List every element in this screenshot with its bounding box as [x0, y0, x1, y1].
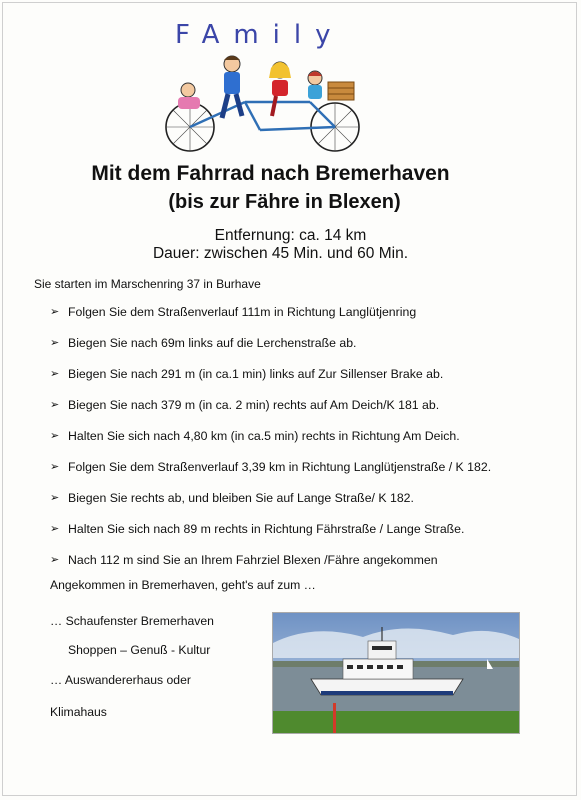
route-step-text: Halten Sie sich nach 4,80 km (in ca.5 min) rechts in Richtung Am Deich.	[68, 428, 460, 443]
family-heading: FAmily	[175, 20, 345, 50]
arrival-text: Angekommen in Bremerhaven, geht's auf zum …	[50, 578, 316, 592]
ferry-photo	[272, 612, 520, 734]
route-step	[50, 358, 491, 389]
route-step-text: Halten Sie sich nach 89 m rechts in Richtung Fährstraße / Lange Straße.	[68, 521, 465, 536]
route-step-text: Folgen Sie dem Straßenverlauf 3,39 km in Richtung Langlütjenstraße / K 182.	[68, 459, 492, 474]
arrow-bullet-icon: ➢	[50, 554, 60, 566]
route-step	[50, 296, 491, 327]
arrow-bullet-icon: ➢	[50, 492, 60, 504]
start-location-text: Sie starten im Marschenring 37 in Burhave	[34, 277, 261, 291]
arrow-bullet-icon: ➢	[50, 430, 60, 442]
page-title: Mit dem Fahrrad nach Bremerhaven	[91, 162, 450, 185]
arrow-bullet-icon: ➢	[50, 337, 60, 349]
arrow-bullet-icon: ➢	[50, 368, 60, 380]
attraction-shoppen-text: Shoppen – Genuß - Kultur	[68, 643, 211, 657]
attraction-klimahaus: Klimahaus	[50, 705, 107, 719]
route-step-text: Folgen Sie dem Straßenverlauf 111m in Richtung Langlütjenring	[68, 304, 417, 319]
route-step-text: Nach 112 m sind Sie an Ihrem Fahrziel Blexen /Fähre angekommen	[68, 552, 438, 567]
route-steps-list	[50, 296, 491, 575]
attraction-schaufenster: … Schaufenster Bremerhaven	[50, 614, 214, 628]
route-step-text: Biegen Sie nach 379 m (in ca. 2 min) rechts auf Am Deich/K 181 ab.	[68, 397, 440, 412]
route-step-text: Biegen Sie nach 291 m (in ca.1 min) links auf Zur Sillenser Brake ab.	[68, 366, 444, 381]
route-step	[50, 389, 491, 420]
duration-text: Dauer: zwischen 45 Min. und 60 Min.	[152, 245, 409, 262]
route-step	[50, 420, 491, 451]
arrow-bullet-icon: ➢	[50, 306, 60, 318]
family-tandem-bicycle-illustration	[160, 52, 370, 157]
route-step	[50, 513, 491, 544]
route-step	[50, 544, 491, 575]
distance-text: Entfernung: ca. 14 km	[214, 227, 367, 244]
route-step-text: Biegen Sie rechts ab, und bleiben Sie auf Lange Straße/ K 182.	[68, 490, 414, 505]
route-step	[50, 451, 491, 482]
page-subtitle: (bis zur Fähre in Blexen)	[168, 191, 401, 213]
arrow-bullet-icon: ➢	[50, 399, 60, 411]
route-step-text: Biegen Sie nach 69m links auf die Lerchenstraße ab.	[68, 335, 357, 350]
arrow-bullet-icon: ➢	[50, 523, 60, 535]
attraction-auswandererhaus: … Auswandererhaus oder	[50, 673, 191, 687]
arrow-bullet-icon: ➢	[50, 461, 60, 473]
route-step	[50, 482, 491, 513]
route-step	[50, 327, 491, 358]
